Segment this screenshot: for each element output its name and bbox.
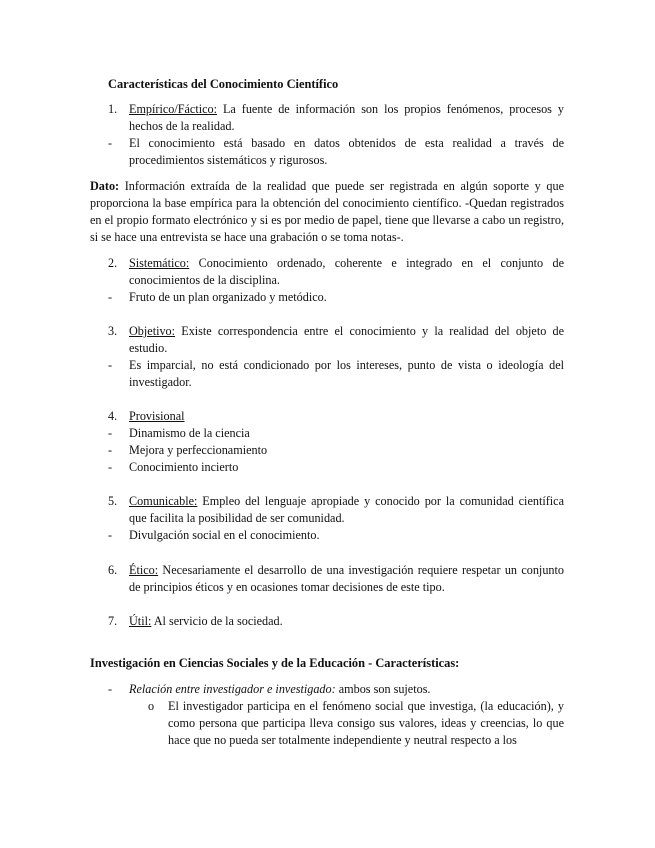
dash-text: El conocimiento está basado en datos obtenidos de esta realidad a través de procedimientos sistemáticos y rigurosos. [129,136,564,167]
dash-text: Divulgación social en el conocimiento. [129,528,320,542]
dash-text: Conocimiento incierto [129,460,239,474]
term-label: Empírico/Fáctico: [129,102,217,116]
sub-item [148,698,564,749]
dash-item [108,135,564,169]
list-item-body [129,613,564,630]
list-item-body [129,255,564,289]
section-title: Características del Conocimiento Científico [108,77,339,91]
term-text: Empleo del lenguaje apropiade y conocido por la comunidad científica que facilita la posibilidad de ser comunidad. [129,494,564,525]
term-label: Provisional [129,409,185,423]
list-number: 7. [108,614,118,628]
sub-text: El investigador participa en el fenómeno social que investiga, (la educación), y como persona que participa lleva consigo sus valores, ideas y creencias, lo que hace que no pueda ser totalmente independiente y neutral respecto a los [168,699,564,747]
list-number: 1. [108,102,118,116]
dato-text: Información extraída de la realidad que puede ser registrada en algún soporte y que proporciona la base empírica para la obtención del conocimiento científico. -Quedan registrados en el propio formato electrónico y si es por medio de papel, tiene que llevarse a cabo un registro, si se hace una entrevista se hace una grabación o se toma notas-. [90,179,564,244]
dash-item [108,357,564,391]
list-item-util [108,613,564,630]
term-text: ambos son sujetos. [335,682,431,696]
list-item-empirico [108,101,564,135]
dash-marker: - [108,426,113,440]
term-text: Al servicio de la sociedad. [151,614,283,628]
dash-marker: - [108,358,113,372]
dash-marker: - [108,460,113,474]
dash-body [129,681,564,698]
list-item-body [129,101,564,135]
list-item-comunicable [108,493,564,527]
list-item-sistematico [108,255,564,289]
term-label: Útil: [129,614,152,628]
list-item-etico [108,562,564,596]
list-number: 4. [108,409,118,423]
sub-marker: o [148,699,155,713]
list-item-body [129,562,564,596]
dash-text: Mejora y perfeccionamiento [129,443,268,457]
dash-item [108,289,564,306]
term-label: Sistemático: [129,256,190,270]
term-label: Objetivo: [129,324,176,338]
dash-item [108,527,564,544]
term-text: Conocimiento ordenado, coherente e integrado en el conjunto de conocimientos de la disciplina. [129,256,564,287]
list-item-body [129,493,564,527]
dato-paragraph [90,178,564,246]
list-number: 3. [108,324,118,338]
list-item-body [129,408,564,425]
dash-marker: - [108,682,113,696]
dash-item [108,442,564,459]
term-label: Ético: [129,563,159,577]
term-label: Relación entre investigador e investigado: [129,682,336,696]
dash-item [108,425,564,442]
list-number: 6. [108,563,118,577]
dash-item [108,681,564,698]
term-label: Comunicable: [129,494,198,508]
list-number: 2. [108,256,118,270]
list-item-provisional [108,408,564,425]
term-text: Existe correspondencia entre el conocimiento y la realidad del objeto de estudio. [129,324,564,355]
term-text: La fuente de información son los propios fenómenos, procesos y hechos de la realidad. [129,102,564,133]
dash-marker: - [108,443,113,457]
dash-marker: - [108,290,113,304]
list-item-objetivo [108,323,564,357]
list-number: 5. [108,494,118,508]
dash-item [108,459,564,476]
dash-marker: - [108,528,113,542]
term-text: Necesariamente el desarrollo de una investigación requiere respetar un conjunto de principios éticos y en ocasiones tomar decisiones de este tipo. [129,563,564,594]
dash-marker: - [108,136,113,150]
section-title: Investigación en Ciencias Sociales y de la Educación - Características: [90,656,460,670]
dash-text: Dinamismo de la ciencia [129,426,250,440]
dato-label: Dato: [90,179,120,193]
dash-text: Es imparcial, no está condicionado por los intereses, punto de vista o ideología del investigador. [129,358,564,389]
dash-text: Fruto de un plan organizado y metódico. [129,290,327,304]
list-item-body [129,323,564,357]
